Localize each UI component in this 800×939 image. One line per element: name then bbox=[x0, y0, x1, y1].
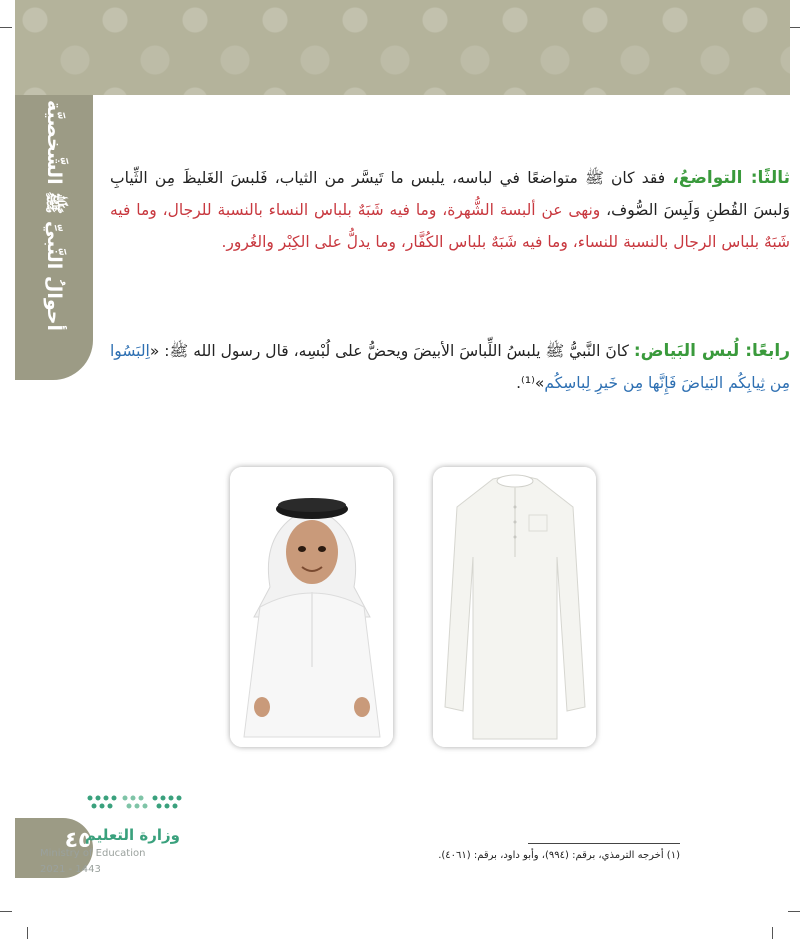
robe-illustration bbox=[433, 467, 596, 747]
ministry-logo-icon bbox=[85, 793, 195, 813]
page-number: ٤٥ bbox=[64, 828, 92, 853]
hadith-quote: اِلبَسُوا مِن ثِيابِكُم البَياضَ فَإِنَّها مِن خَيرِ لِباسِكُم bbox=[110, 342, 790, 392]
side-title: أحوالُ النَّبيِّ ﷺ الشَّخصيَّة bbox=[43, 100, 65, 331]
section-white-clothes bbox=[110, 335, 790, 399]
section-white-heading: رابعًا: لُبس البَياض: bbox=[633, 341, 790, 361]
crop-mark bbox=[772, 927, 773, 939]
boy-illustration bbox=[230, 467, 393, 747]
ministry-name-arabic: وزارة التعليم bbox=[84, 826, 180, 844]
crop-mark bbox=[27, 927, 28, 939]
section-humility-heading: ثالثًا: التواضعُ، bbox=[672, 168, 791, 188]
section-white-text: كانَ النَّبيُّ ﷺ يلبسُ اللِّباسَ الأبيضَ ويحضُّ على لُبْسِه، قال رسول الله ﷺ: « bbox=[149, 342, 634, 360]
crop-mark bbox=[0, 911, 12, 912]
crop-mark bbox=[788, 911, 800, 912]
edition-year: 2021 - 1443 bbox=[40, 864, 101, 875]
boy-photo bbox=[230, 467, 393, 747]
section-humility bbox=[110, 162, 790, 258]
footnote-rule bbox=[528, 843, 680, 844]
crop-mark bbox=[0, 27, 12, 28]
section-humility-text: فقد كان ﷺ متواضعًا في لباسه، يلبس ما تَيسَّر من الثياب، فَلبسَ الغَليظَ مِن الثِّيابِ وَلبسَ القُطنِ وَلَبِسَ الصُّوف، bbox=[110, 169, 790, 219]
robe-photo bbox=[433, 467, 596, 747]
footnote: (١) أخرجه الترمذي، برقم: (٩٩٤)، وأبو داود، برقم: (٤٠٦١). bbox=[438, 850, 680, 861]
ministry-name-english: Ministry of Education bbox=[40, 848, 146, 859]
section-humility-prohibitions: ونهى عن ألبسة الشُّهرة، وما فيه شَبَهٌ بلباس النساء بالنسبة للرجال، وما فيه شَبَهٌ بلباس الرجال بالنسبة للنساء، وما فيه شَبَهٌ بلباس الكُفَّار، وما يدلُّ على الكِبْر والغُرور. bbox=[110, 201, 790, 251]
hadith-ending: »⁽¹⁾. bbox=[516, 374, 545, 392]
header-band bbox=[15, 0, 790, 95]
